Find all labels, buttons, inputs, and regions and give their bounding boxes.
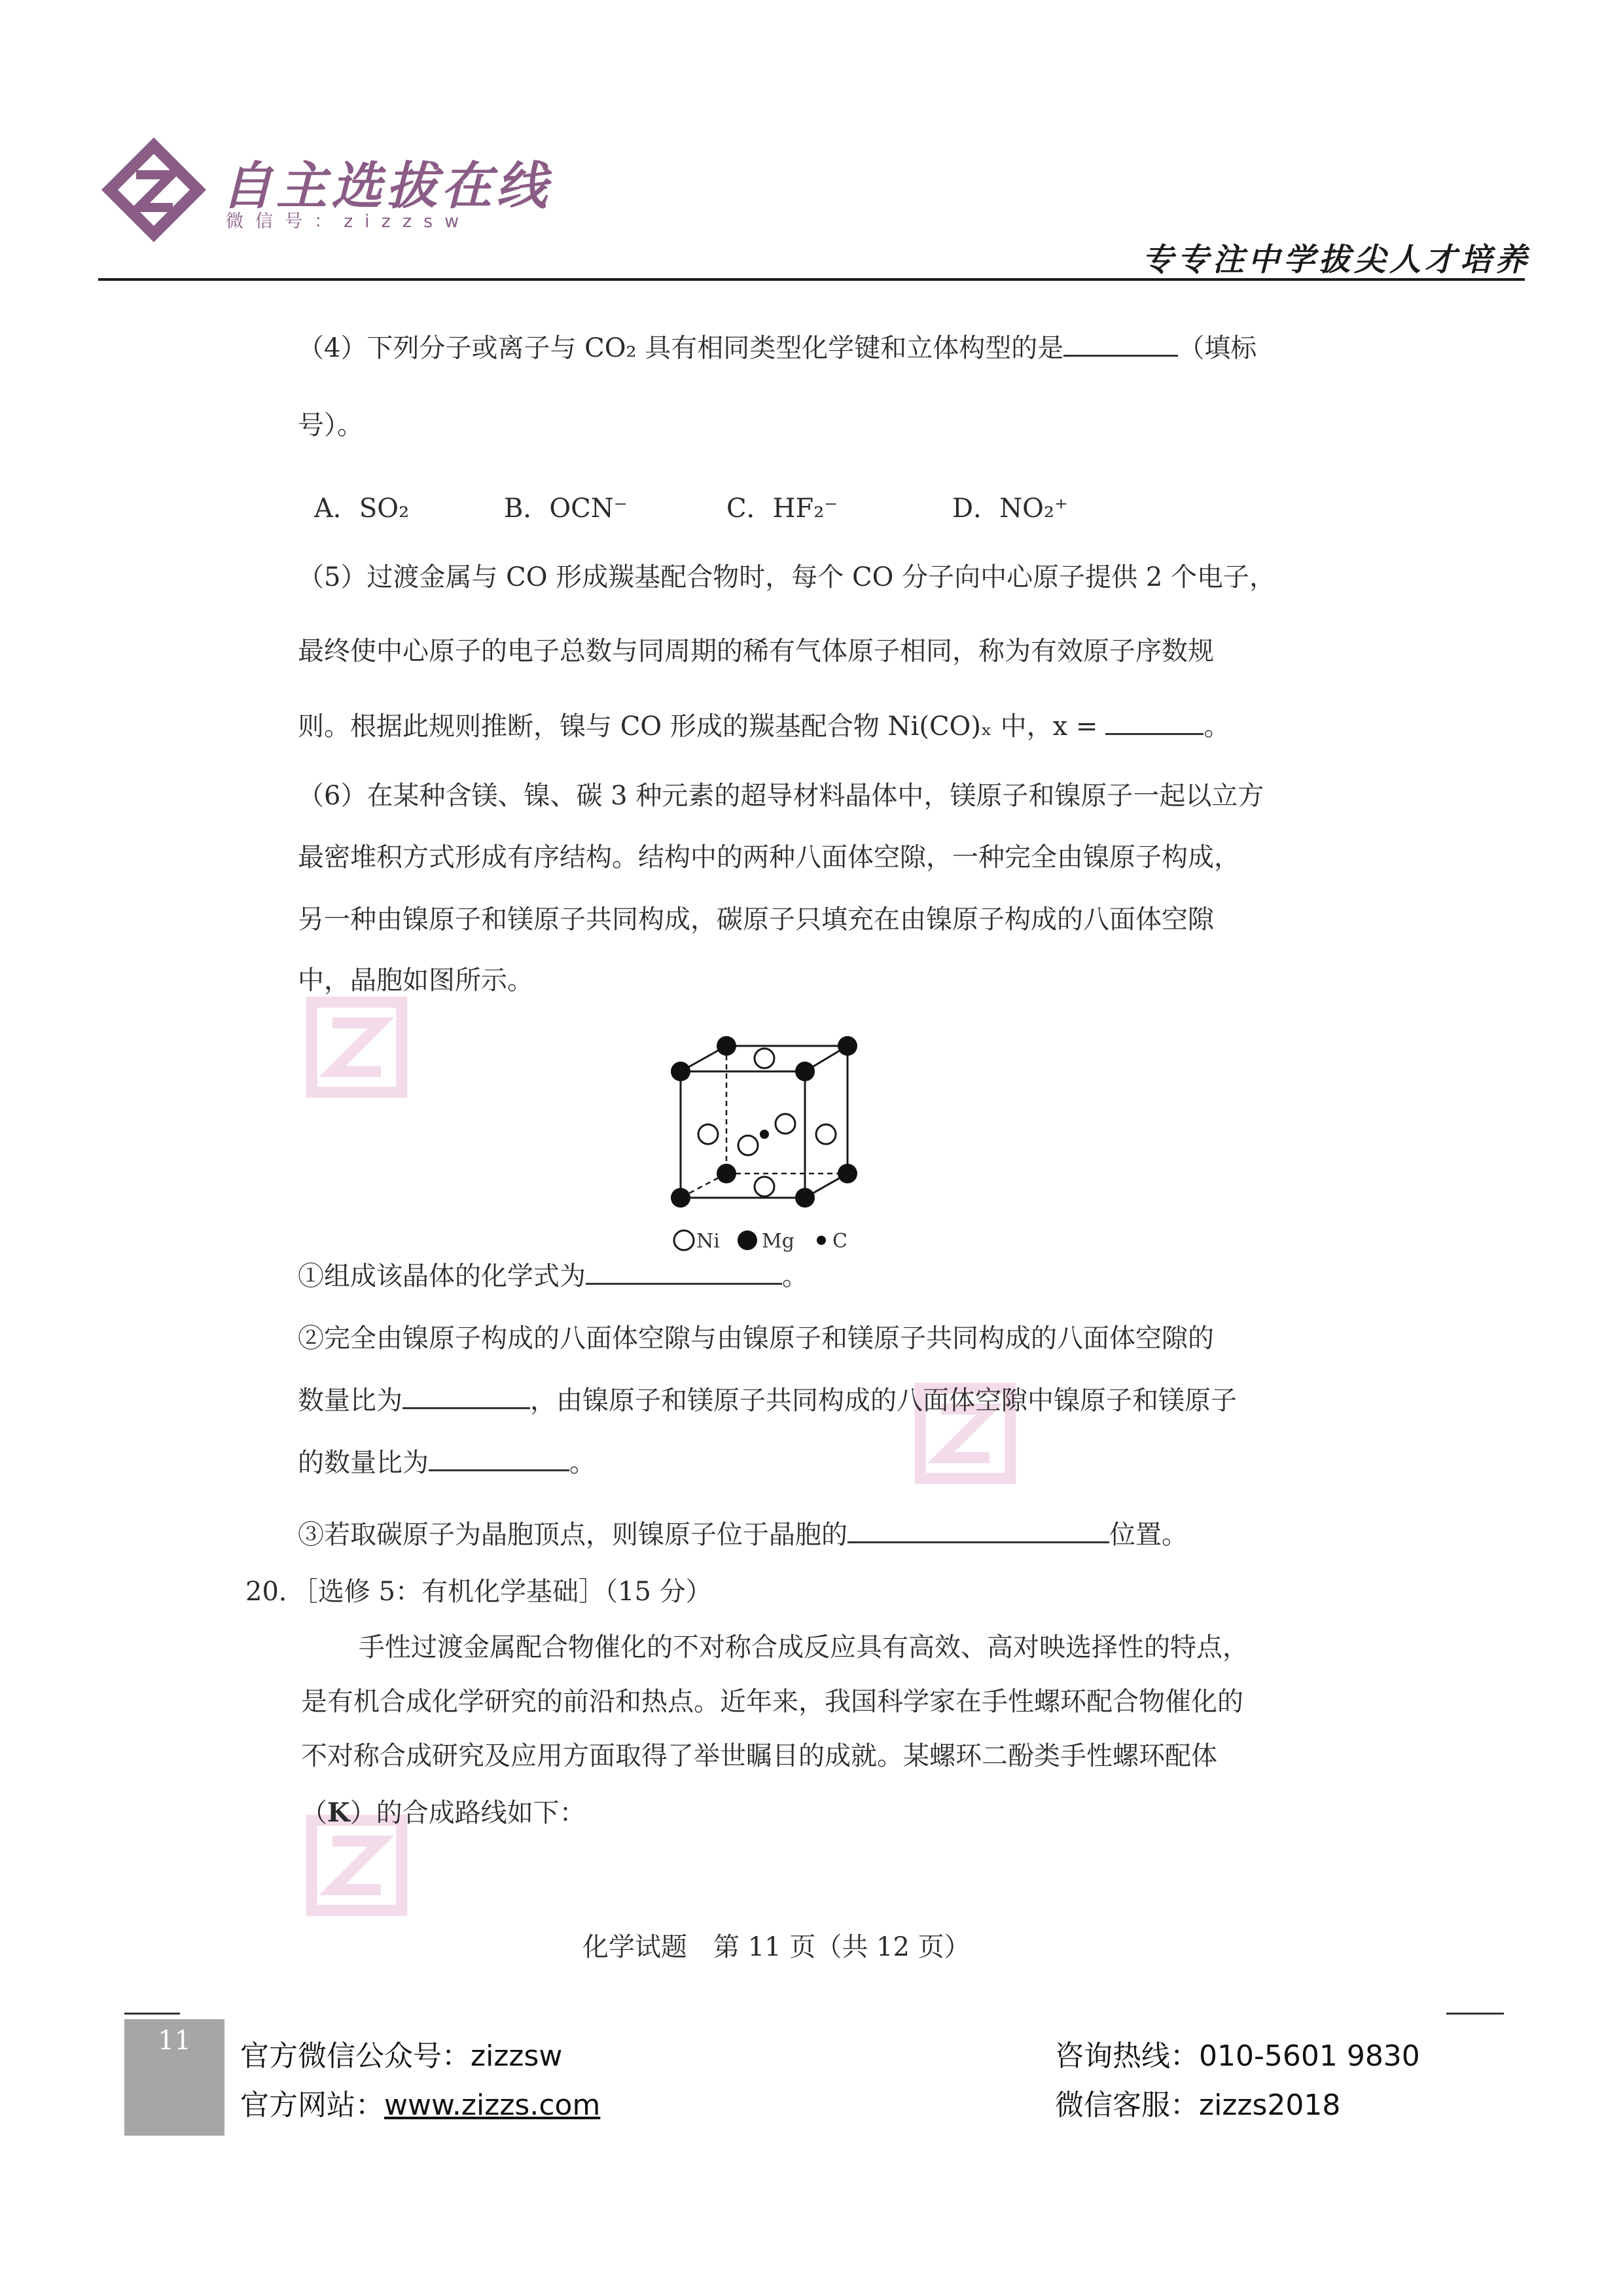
mg-atom — [671, 1188, 690, 1208]
legend-c-label: C — [832, 1230, 847, 1253]
header-divider — [98, 278, 1525, 281]
watermark-logo-icon — [298, 988, 416, 1106]
q20-line3: 不对称合成研究及应用方面取得了举世瞩目的成就。某螺环二酚类手性螺环配体 — [301, 1741, 1217, 1771]
legend-mg-icon — [738, 1230, 757, 1250]
mg-atom — [795, 1188, 815, 1208]
footer-top-left-rule — [124, 2013, 180, 2015]
mg-atom — [838, 1036, 857, 1056]
legend-c-icon — [817, 1236, 826, 1245]
q4-line2: 号）。 — [298, 410, 363, 440]
q6-line3: 另一种由镍原子和镁原子共同构成，碳原子只填充在由镍原子构成的八面体空隙 — [298, 905, 1214, 935]
brand-name: 自主选拔在线 — [221, 157, 552, 216]
q6-sub2-ratio1-blank[interactable] — [402, 1405, 530, 1409]
q5-line1: （5）过渡金属与 CO 形成羰基配合物时，每个 CO 分子向中心原子提供 2 个电子， — [298, 562, 1275, 592]
q4-answer-blank[interactable] — [1063, 352, 1178, 357]
q4-option-a: A．SO₂ — [314, 493, 410, 524]
q6-sub2-ratio2-blank[interactable] — [429, 1467, 569, 1471]
q6-sub1: ①组成该晶体的化学式为 。 — [298, 1261, 808, 1291]
q6-sub1-answer-blank[interactable] — [586, 1280, 782, 1285]
mg-atom — [717, 1164, 736, 1183]
q6-sub2-line1: ②完全由镍原子构成的八面体空隙与由镍原子和镁原子共同构成的八面体空隙的 — [298, 1323, 1214, 1354]
legend-ni-icon — [674, 1230, 694, 1250]
q20-line2: 是有机合成化学研究的前沿和热点。近年来，我国科学家在手性螺环配合物催化的 — [301, 1687, 1243, 1717]
q4-option-b: B．OCN⁻ — [504, 493, 628, 524]
ni-atom — [816, 1124, 836, 1144]
legend-mg-label: Mg — [762, 1230, 794, 1253]
q4-line1: （4）下列分子或离子与 CO₂ 具有相同类型化学键和立体构型的是 （填标 — [298, 333, 1257, 363]
ni-atom — [755, 1177, 774, 1196]
q4-option-d: D．NO₂⁺ — [952, 493, 1069, 524]
ni-atom — [776, 1114, 795, 1134]
q6-sub3-answer-blank[interactable] — [847, 1539, 1109, 1543]
mg-atom — [795, 1062, 815, 1081]
footer-website: 官方网站：www.zizzs.com — [240, 2089, 601, 2122]
c-atom — [760, 1130, 769, 1139]
exam-page-caption: 化学试题 第 11 页（共 12 页） — [582, 1932, 971, 1962]
mg-atom — [838, 1164, 857, 1183]
ni-atom — [738, 1136, 758, 1155]
brand-logo-icon — [98, 134, 209, 245]
brand-wechat-id: 微信号：zizzsw — [226, 211, 471, 232]
q5-line3: 则。根据此规则推断，镍与 CO 形成的羰基配合物 Ni(CO)ₓ 中，x = 。 — [298, 711, 1230, 742]
q20-line1: 手性过渡金属配合物催化的不对称合成反应具有高效、高对映选择性的特点， — [359, 1632, 1249, 1662]
legend-ni-label: Ni — [696, 1230, 720, 1253]
q6-sub2-line3: 的数量比为 。 — [298, 1448, 596, 1478]
footer-wechat: 官方微信公众号：zizzsw — [240, 2039, 563, 2073]
q6-line2: 最密堆积方式形成有序结构。结构中的两种八面体空隙，一种完全由镍原子构成， — [298, 842, 1240, 872]
q5-line2: 最终使中心原子的电子总数与同周期的稀有气体原子相同，称为有效原子序数规 — [298, 636, 1214, 666]
q6-sub2-line2: 数量比为 ，由镍原子和镁原子共同构成的八面体空隙中镍原子和镁原子 — [298, 1386, 1237, 1416]
footer-hotline: 咨询热线：010-5601 9830 — [1055, 2039, 1420, 2073]
header-slogan: 专专注中学拔尖人才培养 — [1142, 242, 1531, 278]
q20-line4: （K）的合成路线如下： — [301, 1797, 586, 1828]
ni-atom — [698, 1124, 718, 1144]
q5-answer-blank[interactable] — [1105, 730, 1204, 735]
q4-option-c: C．HF₂⁻ — [726, 493, 838, 524]
q6-sub3: ③若取碳原子为晶胞顶点，则镍原子位于晶胞的 位置。 — [298, 1520, 1188, 1550]
crystal-cell-diagram — [654, 1024, 890, 1260]
q6-line1: （6）在某种含镁、镍、碳 3 种元素的超导材料晶体中，镁原子和镍原子一起以立方 — [298, 781, 1264, 811]
q6-line4: 中，晶胞如图所示。 — [298, 965, 533, 996]
mg-atom — [717, 1036, 736, 1056]
mg-atom — [671, 1062, 690, 1081]
footer-website-link[interactable]: www.zizzs.com — [384, 2089, 601, 2122]
q20-title: 20．［选修 5：有机化学基础］（15 分） — [245, 1577, 712, 1607]
footer-top-right-rule — [1446, 2013, 1504, 2015]
ni-atom — [755, 1049, 774, 1068]
footer-customer-service: 微信客服：zizzs2018 — [1055, 2089, 1341, 2122]
page-number: 11 — [158, 2026, 191, 2056]
